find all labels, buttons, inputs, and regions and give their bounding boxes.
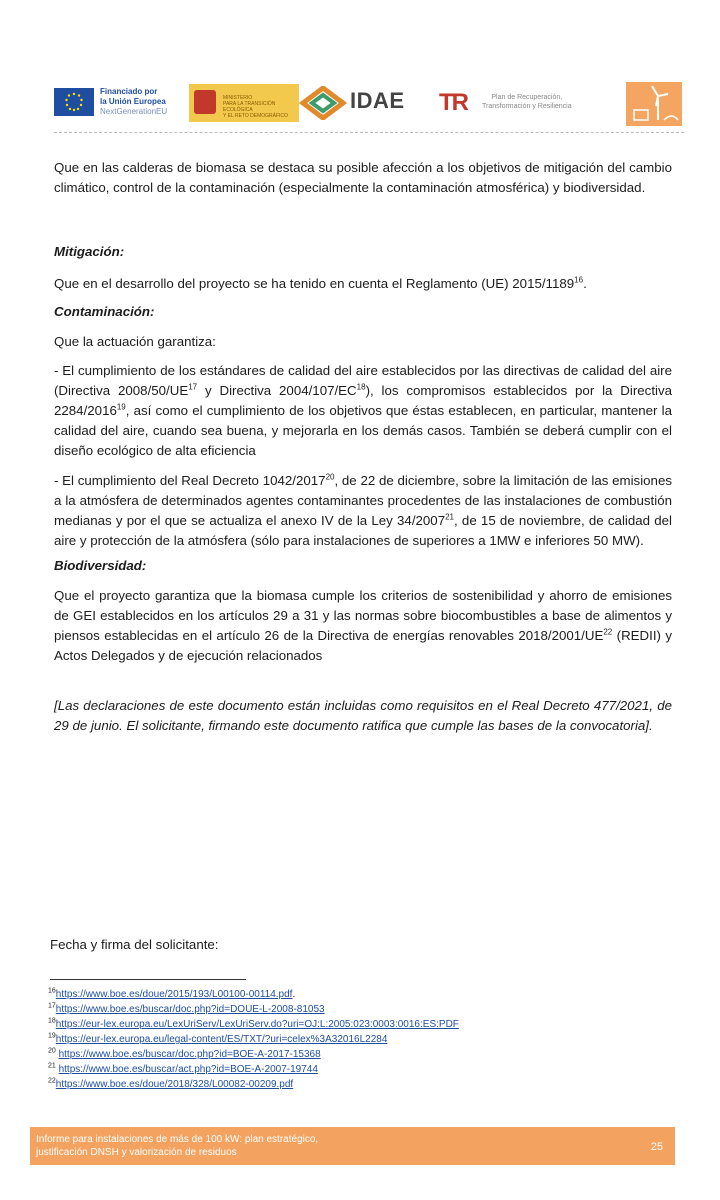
footnote-number: 17 [48, 1002, 56, 1010]
footnote-number: 19 [48, 1032, 56, 1040]
bullet-1-part-a: - El cumplimiento de los estándares de calidad del aire establecidos por las directivas de calidad del aire (Directiva 2008/50/UE [54, 363, 672, 398]
footnote-link[interactable]: https://eur-lex.europa.eu/LexUriServ/LexUriServ.do?uri=OJ:L:2005:023:0003:0016:ES:PDF [55, 1019, 459, 1030]
footnote-ref-20: 20 [325, 472, 335, 482]
wind-turbine-logo-icon [626, 82, 682, 126]
footnote-number: 18 [48, 1017, 56, 1025]
footnote-17 [48, 1002, 459, 1017]
mitigacion-paragraph: Que en el desarrollo del proyecto se ha tenido en cuenta el Reglamento (UE) 2015/1189$^{16}$. [54, 275, 587, 291]
ministry-line-2: PARA LA TRANSICIÓN ECOLÓGICA [223, 101, 276, 113]
mitigacion-heading: Mitigación: [54, 244, 125, 259]
footnote-number: 16 [48, 987, 56, 995]
contaminacion-bullet-1 [54, 361, 672, 461]
page-footer [30, 1127, 675, 1165]
idae-logo-text: IDAE [350, 88, 405, 113]
ministry-logo [189, 84, 299, 122]
footnote-number: 20 [48, 1047, 56, 1055]
footer-line-1: Informe para instalaciones de más de 100 kW: plan estratégico, [36, 1134, 319, 1145]
footnote-number: 22 [48, 1077, 56, 1085]
footnote-number: 21 [48, 1062, 56, 1070]
intro-paragraph: Que en las calderas de biomasa se destaca su posible afección a los objetivos de mitigación del cambio climático, control de la contaminación (especialmente la contaminación atmosférica) y biodiversidad. [54, 160, 672, 195]
footnote-link[interactable]: https://eur-lex.europa.eu/legal-content/ES/TXT/?uri=celex%3A32016L2284 [55, 1034, 388, 1045]
eu-funding-label [100, 87, 167, 117]
eu-flag-logo [54, 88, 94, 116]
footnote-ref-21: 21 [445, 512, 455, 522]
eu-line-3: NextGenerationEU [100, 107, 168, 116]
recovery-plan-logo: TR [439, 89, 467, 116]
footnote-ref-18: 18 [356, 382, 366, 392]
ministry-line-1: MINISTERIO [223, 95, 253, 101]
recovery-plan-line-1: Plan de Recuperación, [491, 94, 563, 101]
bullet-1-part-d: , así como el cumplimiento de los objetivos que éstas establecen, en particular, mantener la calidad del aire, cuando sea buena, y mejorarla en los demás casos. También se deberá cumplir con el diseño ecológico de alta eficiencia [54, 403, 672, 458]
footnote-link[interactable]: https://www.boe.es/doue/2018/328/L00082-00209.pdf [55, 1079, 294, 1090]
declaration-paragraph: [Las declaraciones de este documento están incluidas como requisitos en el Real Decreto 477/2021, de 29 de junio. El solicitante, firmando este documento ratifica que cumple las bases de la convocatoria]. [54, 698, 672, 733]
biodiversidad-text-b: (REDII) y Actos Delegados y de ejecución relacionados [54, 628, 672, 663]
ministry-name [223, 95, 299, 119]
footer-line-2: justificación DNSH y valorización de residuos [36, 1147, 237, 1158]
page-number: 25 [650, 1141, 663, 1153]
bullet-1-part-b: y Directiva 2004/107/EC [197, 383, 357, 398]
bullet-2-part-b: , de 22 de diciembre, sobre la limitación de las emisiones a la atmósfera de determinados agentes contaminantes procedentes de las instalaciones de combustión medianas y por el que se actualiza el anexo IV de la Ley 34/2007 [54, 473, 672, 528]
footnote-link[interactable]: https://www.boe.es/doue/2015/193/L00100-00114.pdf [55, 989, 293, 1000]
page-header [54, 82, 684, 130]
footnote-ref-22: 22 [603, 627, 613, 637]
eu-line-1: Financiado por [100, 87, 158, 96]
document-body [54, 158, 672, 736]
footnote-link[interactable]: https://www.boe.es/buscar/doc.php?id=BOE-A-2017-15368 [58, 1049, 321, 1060]
footnote-16: $^{16}$https://www.boe.es/doue/2015/193/L00100-00114.pdf. [48, 987, 296, 1000]
footer-title [36, 1133, 318, 1159]
recovery-plan-label [482, 93, 572, 111]
recovery-plan-line-2: Transformación y Resiliencia [482, 103, 572, 110]
contaminacion-intro: Que la actuación garantiza: [54, 334, 216, 349]
footnote-20 [48, 1047, 459, 1062]
footnote-19 [48, 1032, 459, 1047]
spain-crest-icon [194, 90, 216, 114]
footnote-ref-17: 17 [188, 382, 198, 392]
bullet-2-part-a: - El cumplimiento del Real Decreto 1042/2017 [54, 473, 326, 488]
footnote-link[interactable]: https://www.boe.es/buscar/act.php?id=BOE-A-2007-19744 [58, 1064, 318, 1075]
signature-label: Fecha y firma del solicitante: [50, 937, 219, 952]
bullet-1-part-c: ), los compromisos establecidos por la Directiva 2284/2016 [54, 383, 673, 418]
footnote-22 [48, 1077, 459, 1092]
footnotes-list [48, 987, 459, 1092]
biodiversidad-paragraph [54, 586, 672, 666]
header-divider [54, 132, 684, 133]
mitigacion-text: Que en el desarrollo del proyecto se ha tenido en cuenta el Reglamento (UE) 2015/1189 [54, 276, 575, 291]
footnote-21 [48, 1062, 459, 1077]
eu-line-2: la Unión Europea [100, 97, 166, 106]
biodiversidad-text-a: Que el proyecto garantiza que la biomasa cumple los criterios de sostenibilidad y ahorro de emisiones de GEI establecidos en los artículos 29 a 31 y las normas sobre biocombustibles a base de alimentos y piensos establecidas en el artículo 26 de la Directiva de energías renovables 2018/2001/UE [54, 588, 672, 643]
footnote-ref-16: 16 [574, 275, 584, 285]
bullet-2-part-c: , de 15 de noviembre, de calidad del aire y protección de la atmósfera (sólo para instalaciones de superiores a 1MW e inferiores 50 MW). [54, 513, 673, 548]
contaminacion-heading: Contaminación: [54, 304, 155, 319]
idae-emblem-icon [299, 86, 347, 120]
footnote-separator [50, 979, 246, 980]
biodiversidad-heading: Biodiversidad: [54, 558, 147, 573]
ministry-line-3: Y EL RETO DEMOGRÁFICO [223, 113, 288, 119]
footnote-18 [48, 1017, 459, 1032]
footnote-ref-19: 19 [116, 402, 126, 412]
footnote-link[interactable]: https://www.boe.es/buscar/doc.php?id=DOUE-L-2008-81053 [55, 1004, 325, 1015]
contaminacion-bullet-2 [54, 471, 672, 551]
